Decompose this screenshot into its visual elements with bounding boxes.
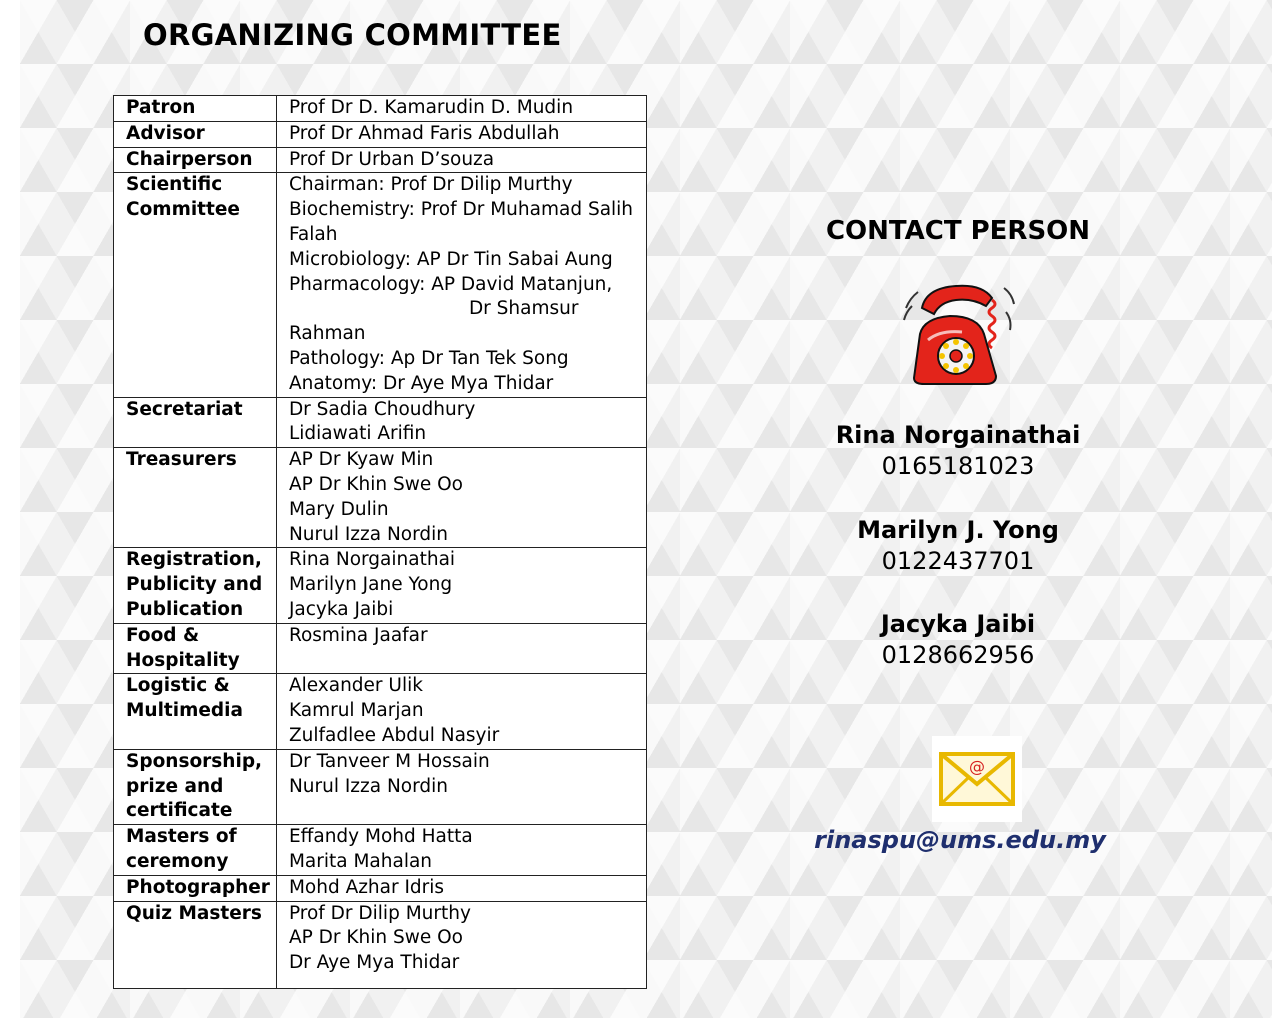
table-row xyxy=(114,397,647,448)
table-row xyxy=(114,96,647,122)
table-row xyxy=(114,121,647,147)
svg-text:@: @ xyxy=(969,757,985,776)
role-cell: Secretariat xyxy=(114,397,277,448)
names-cell: Dr Tanveer M Hossain Nurul Izza Nordin xyxy=(276,749,646,824)
contact-phone: 0165181023 xyxy=(881,452,1035,480)
contact-phone: 0128662956 xyxy=(881,641,1035,669)
table-row xyxy=(114,875,647,901)
role-cell: Treasurers xyxy=(114,448,277,548)
table-row xyxy=(114,825,647,876)
table-row xyxy=(114,147,647,173)
committee-table xyxy=(113,95,647,989)
role-cell: Registration, Publicity and Publication xyxy=(114,548,277,623)
table-row xyxy=(114,623,647,674)
page-title: ORGANIZING COMMITTEE xyxy=(143,18,562,52)
contact-person xyxy=(790,420,1126,482)
role-cell: Logistic & Multimedia xyxy=(114,674,277,749)
contact-person xyxy=(790,609,1126,671)
names-cell: Effandy Mohd Hatta Marita Mahalan xyxy=(276,825,646,876)
names-cell: Prof Dr D. Kamarudin D. Mudin xyxy=(276,96,646,122)
envelope-icon xyxy=(932,736,1022,822)
role-cell: Quiz Masters xyxy=(114,901,277,988)
email-link[interactable]: rinaspu@ums.edu.my xyxy=(814,826,1106,854)
names-cell: Dr Sadia Choudhury Lidiawati Arifin xyxy=(276,397,646,448)
names-cell: Rina Norgainathai Marilyn Jane Yong Jacyka Jaibi xyxy=(276,548,646,623)
contact-name: Jacyka Jaibi xyxy=(880,610,1036,638)
contact-name: Marilyn J. Yong xyxy=(857,516,1059,544)
table-row xyxy=(114,901,647,988)
role-cell: Photographer xyxy=(114,875,277,901)
role-cell: Scientific Committee xyxy=(114,173,277,397)
names-cell: Prof Dr Dilip Murthy AP Dr Khin Swe Oo Dr Aye Mya Thidar xyxy=(276,901,646,988)
names-cell: Prof Dr Urban D’souza xyxy=(276,147,646,173)
names-cell: Mohd Azhar Idris xyxy=(276,875,646,901)
table-row xyxy=(114,448,647,548)
contact-person xyxy=(790,515,1126,577)
contact-heading: CONTACT PERSON xyxy=(825,216,1091,246)
table-row xyxy=(114,749,647,824)
role-cell: Masters of ceremony xyxy=(114,825,277,876)
contact-name: Rina Norgainathai xyxy=(835,421,1081,449)
role-cell: Advisor xyxy=(114,121,277,147)
table-row xyxy=(114,173,647,397)
names-cell: Chairman: Prof Dr Dilip Murthy Biochemistry: Prof Dr Muhamad Salih Falah Microbiology: AP Dr Tin Sabai Aung Pharmacology: AP David Matanjun, Dr Shamsur Rahman Pathology: Ap Dr Tan Tek Song Anatomy: Dr Aye Mya Thidar xyxy=(276,173,646,397)
names-cell: AP Dr Kyaw Min AP Dr Khin Swe Oo Mary Dulin Nurul Izza Nordin xyxy=(276,448,646,548)
role-cell: Food & Hospitality xyxy=(114,623,277,674)
names-cell: Alexander Ulik Kamrul Marjan Zulfadlee Abdul Nasyir xyxy=(276,674,646,749)
role-cell: Patron xyxy=(114,96,277,122)
table-row xyxy=(114,548,647,623)
role-cell: Chairperson xyxy=(114,147,277,173)
telephone-icon xyxy=(900,278,1018,390)
contact-phone: 0122437701 xyxy=(881,547,1035,575)
role-cell: Sponsorship, prize and certificate xyxy=(114,749,277,824)
table-row xyxy=(114,674,647,749)
names-cell: Rosmina Jaafar xyxy=(276,623,646,674)
names-cell: Prof Dr Ahmad Faris Abdullah xyxy=(276,121,646,147)
